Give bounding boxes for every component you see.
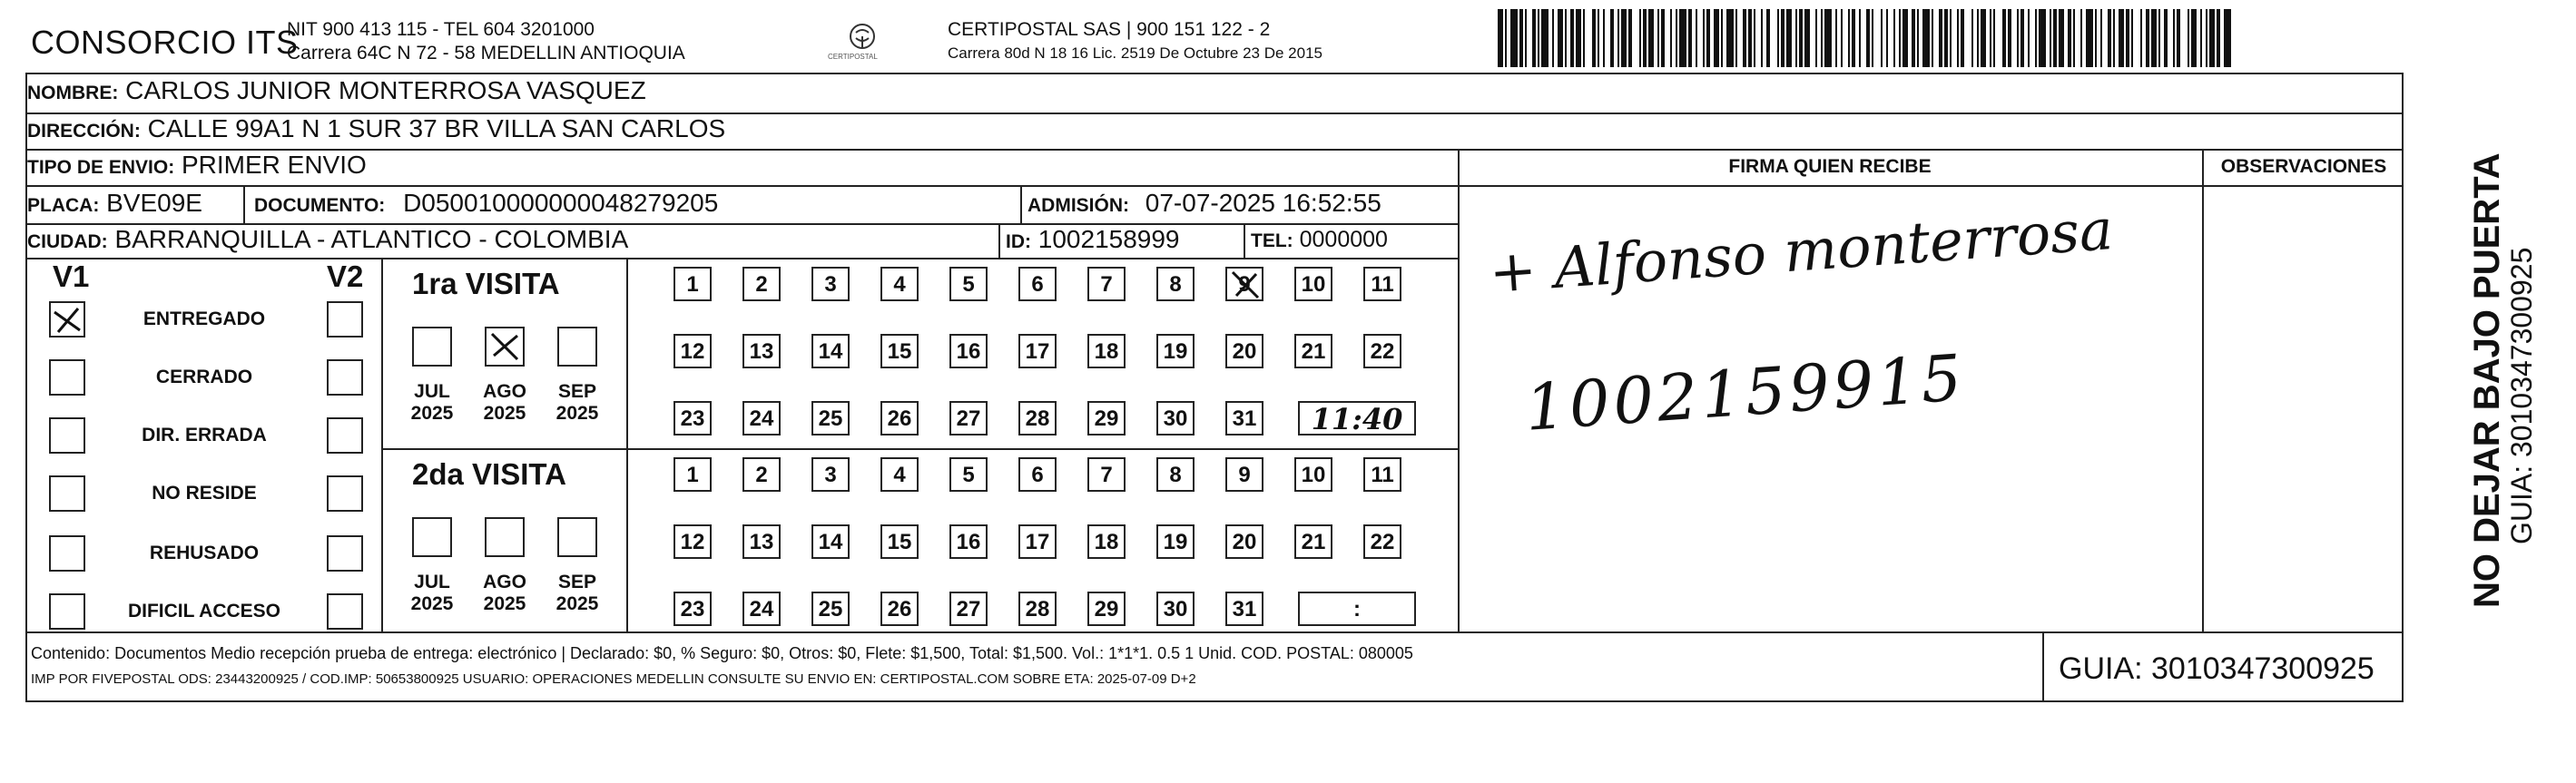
v2-checkbox[interactable] [327, 359, 363, 396]
day-box[interactable]: 14 [811, 524, 850, 559]
v2-checkbox[interactable] [327, 301, 363, 338]
barcode-bar [1961, 9, 1964, 67]
v1-checkbox[interactable] [49, 359, 85, 396]
day-box[interactable]: 5 [949, 267, 988, 301]
month-name: AGO [483, 381, 526, 402]
day-box[interactable]: 21 [1294, 524, 1332, 559]
barcode-bar [1748, 9, 1752, 67]
day-box[interactable]: 17 [1018, 524, 1057, 559]
barcode-bar [1598, 9, 1599, 67]
tipo-label: TIPO DE ENVIO: [27, 157, 175, 178]
barcode-bar [1743, 9, 1746, 67]
barcode-bar [1886, 9, 1888, 67]
nombre-row [27, 76, 646, 105]
month-checkbox[interactable] [557, 517, 597, 557]
day-box[interactable]: 11 [1363, 267, 1401, 301]
day-box[interactable]: 4 [880, 267, 919, 301]
barcode-bar [2059, 9, 2064, 67]
barcode-bar [2035, 9, 2037, 67]
time-box[interactable] [1298, 401, 1416, 436]
barcode-bar [1799, 9, 1803, 67]
second-visit-title: 2da VISITA [412, 457, 566, 491]
day-box[interactable]: 12 [673, 524, 712, 559]
barcode-bar [1766, 9, 1770, 67]
day-box[interactable]: 29 [1087, 401, 1126, 436]
day-number: 9 [1238, 272, 1251, 297]
day-box[interactable]: 20 [1225, 334, 1263, 368]
barcode-bar [1657, 9, 1659, 67]
barcode-bar [1661, 9, 1665, 67]
month-year: 2025 [483, 403, 526, 424]
admision-row [1027, 189, 1381, 218]
day-box[interactable]: 8 [1156, 267, 1195, 301]
barcode-bar [1824, 9, 1832, 67]
barcode-bar [1735, 9, 1737, 67]
first-visit-title: 1ra VISITA [412, 267, 560, 300]
barcode-bar [2206, 9, 2207, 67]
footer-imp: IMP POR FIVEPOSTAL ODS: 23443200925 / COD.IMP: 50653800925 USUARIO: OPERACIONES MEDELLIN CONSULTE SU ENVIO EN: CERTIPOSTAL.COM SOBRE ETA: 2025-07-09 D+2 [31, 671, 1196, 687]
firma-header: FIRMA QUIEN RECIBE [1728, 156, 1932, 177]
month-label [548, 381, 606, 425]
barcode-bar [1498, 9, 1503, 67]
barcode-bar [2188, 9, 2189, 67]
barcode-bar [1835, 9, 1837, 67]
status-label: DIFICIL ACCESO [127, 601, 280, 622]
barcode-bar [1977, 9, 1979, 67]
barcode-bar [1643, 9, 1647, 67]
barcode-bar [2053, 9, 2057, 67]
barcode-bar [2017, 9, 2019, 67]
day-box[interactable]: 2 [742, 267, 781, 301]
day-box[interactable]: 27 [949, 401, 988, 436]
barcode-bar [2080, 9, 2082, 67]
tipo-row [27, 151, 367, 180]
day-box[interactable]: 16 [949, 334, 988, 368]
barcode-bar [1621, 9, 1627, 67]
barcode-bar [1552, 9, 1554, 67]
month-label [476, 381, 534, 425]
day-box[interactable]: 6 [1018, 267, 1057, 301]
barcode-bar [1726, 9, 1734, 67]
barcode-bar [1848, 9, 1850, 67]
day-box[interactable]: 13 [742, 334, 781, 368]
day-box[interactable]: 3 [811, 457, 850, 492]
status-label: CERRADO [155, 367, 253, 387]
barcode-bar [1777, 9, 1779, 67]
month-year: 2025 [556, 403, 599, 424]
id-row [1006, 225, 1180, 254]
address-line: Carrera 64C N 72 - 58 MEDELLIN ANTIOQUIA [287, 43, 685, 64]
barcode-bar [1917, 9, 1919, 67]
barcode-bar [2108, 9, 2111, 67]
day-box[interactable]: 10 [1294, 267, 1332, 301]
barcode-bar [1761, 9, 1763, 67]
placa-label: PLACA: [27, 195, 100, 216]
barcode-bar [2209, 9, 2215, 67]
barcode-bar [1532, 9, 1536, 67]
day-box[interactable]: 18 [1087, 524, 1126, 559]
month-label [476, 572, 534, 615]
barcode-bar [2173, 9, 2175, 67]
day-box[interactable]: 7 [1087, 457, 1126, 492]
barcode-bar [2217, 9, 2220, 67]
barcode-bar [1881, 9, 1883, 67]
barcode-bar [1912, 9, 1915, 67]
barcode-bar [1519, 9, 1523, 67]
day-box[interactable]: 31 [1225, 401, 1263, 436]
barcode-bar [2126, 9, 2129, 67]
v1-checkbox[interactable] [49, 417, 85, 454]
barcode-bar [1610, 9, 1614, 67]
ciudad-value: BARRANQUILLA - ATLANTICO - COLOMBIA [114, 225, 629, 253]
footer-guia: GUIA: 3010347300925 [2059, 651, 2374, 686]
barcode-bar [1576, 9, 1581, 67]
barcode-bar [2039, 9, 2046, 67]
tel-row [1251, 227, 1388, 253]
barcode-bar [1971, 9, 1973, 67]
barcode-bar [1639, 9, 1641, 67]
barcode-bar [1676, 9, 1677, 67]
v1-label: V1 [53, 259, 90, 293]
status-label: DIR. ERRADA [142, 425, 267, 445]
day-box[interactable]: 20 [1225, 524, 1263, 559]
barcode-icon [1498, 9, 2233, 67]
status-label: ENTREGADO [143, 308, 266, 329]
month-year: 2025 [556, 593, 599, 614]
month-label [403, 572, 461, 615]
cert-address: Carrera 80d N 18 16 Lic. 2519 De Octubre 23 De 2015 [948, 44, 1322, 62]
documento-value: D050010000000048279205 [403, 189, 719, 217]
day-box[interactable]: 3 [811, 267, 850, 301]
ciudad-row [27, 225, 628, 254]
day-box[interactable]: 17 [1018, 334, 1057, 368]
barcode-bar [1570, 9, 1574, 67]
logo-caption: CERTIPOSTAL [828, 53, 878, 61]
month-checkbox[interactable] [412, 517, 452, 557]
barcode-bar [1688, 9, 1692, 67]
barcode-bar [1565, 9, 1567, 67]
day-box[interactable]: 24 [742, 401, 781, 436]
barcode-bar [2020, 9, 2024, 67]
barcode-bar [2008, 9, 2011, 67]
time-value: : [1353, 597, 1361, 622]
barcode-bar [1558, 9, 1563, 67]
barcode-bar [1648, 9, 1654, 67]
direccion-value: CALLE 99A1 N 1 SUR 37 BR VILLA SAN CARLOS [147, 114, 726, 142]
nombre-value: CARLOS JUNIOR MONTERROSA VASQUEZ [125, 76, 646, 104]
barcode-bar [2200, 9, 2202, 67]
day-box[interactable]: 7 [1087, 267, 1126, 301]
month-checkbox[interactable] [485, 327, 525, 367]
day-box[interactable]: 28 [1018, 401, 1057, 436]
tel-value: 0000000 [1299, 227, 1388, 252]
barcode-bar [1950, 9, 1952, 67]
documento-label: DOCUMENTO: [254, 195, 386, 216]
month-label [548, 572, 606, 615]
direccion-label: DIRECCIÓN: [27, 121, 141, 142]
day-box[interactable]: 26 [880, 401, 919, 436]
day-box[interactable]: 31 [1225, 592, 1263, 626]
day-box[interactable]: 27 [949, 592, 988, 626]
day-box[interactable]: 5 [949, 457, 988, 492]
barcode-bar [1670, 9, 1672, 67]
day-box[interactable]: 25 [811, 401, 850, 436]
barcode-bar [1696, 9, 1697, 67]
barcode-bar [2050, 9, 2051, 67]
placa-value: BVE09E [106, 189, 202, 217]
barcode-bar [1821, 9, 1823, 67]
month-name: JUL [414, 572, 450, 592]
v1-checkbox[interactable] [49, 593, 85, 630]
barcode-bar [2151, 9, 2157, 67]
day-box[interactable]: 15 [880, 524, 919, 559]
barcode-bar [1541, 9, 1549, 67]
barcode-bar [1932, 9, 1933, 67]
barcode-bar [1538, 9, 1539, 67]
certipostal-logo-icon [842, 20, 882, 56]
month-name: SEP [557, 381, 597, 402]
barcode-bar [1944, 9, 1948, 67]
barcode-bar [2224, 9, 2231, 67]
barcode-bar [1706, 9, 1710, 67]
check-mark-icon [1227, 269, 1263, 301]
barcode-bar [1903, 9, 1908, 67]
v2-checkbox[interactable] [327, 417, 363, 454]
barcode-bar [1841, 9, 1843, 67]
barcode-bar [1981, 9, 1986, 67]
barcode-bar [1505, 9, 1507, 67]
barcode-bar [2095, 9, 2097, 67]
day-box[interactable]: 30 [1156, 592, 1195, 626]
v2-checkbox[interactable] [327, 475, 363, 512]
barcode-bar [2086, 9, 2093, 67]
v1-checkbox[interactable] [49, 535, 85, 572]
barcode-bar [1583, 9, 1585, 67]
check-mark-icon [487, 328, 523, 365]
day-box[interactable]: 6 [1018, 457, 1057, 492]
month-name: AGO [483, 572, 526, 592]
day-box[interactable]: 19 [1156, 334, 1195, 368]
id-value: 1002158999 [1037, 225, 1180, 253]
company-info [287, 18, 685, 65]
documento-row [254, 189, 718, 218]
barcode-bar [2177, 9, 2180, 67]
barcode-bar [2073, 9, 2075, 67]
barcode-bar [1815, 9, 1817, 67]
barcode-bar [1922, 9, 1930, 67]
status-label: NO RESIDE [152, 483, 257, 504]
day-box[interactable]: 21 [1294, 334, 1332, 368]
day-box[interactable]: 9 [1225, 457, 1263, 492]
footer-content: Contenido: Documentos Medio recepción prueba de entrega: electrónico | Declarado: $0, % Seguro: $0, Otros: $0, Flete: $1,500, Total: $1,500. Vol.: 1*1*1. 0.5 1 Unid. COD. POSTAL: 080005 [31, 644, 1413, 662]
barcode-bar [1939, 9, 1942, 67]
barcode-bar [2146, 9, 2149, 67]
day-box[interactable]: 2 [742, 457, 781, 492]
admision-value: 07-07-2025 16:52:55 [1145, 189, 1381, 217]
nombre-label: NOMBRE: [27, 83, 119, 103]
month-checkbox[interactable] [485, 517, 525, 557]
barcode-bar [1592, 9, 1596, 67]
day-box[interactable]: 28 [1018, 592, 1057, 626]
day-box[interactable]: 22 [1363, 334, 1401, 368]
month-label [403, 381, 461, 425]
month-name: SEP [557, 572, 597, 592]
cert-line: CERTIPOSTAL SAS | 900 151 122 - 2 [948, 19, 1271, 40]
barcode-bar [1859, 9, 1861, 67]
barcode-bar [2002, 9, 2006, 67]
ciudad-label: CIUDAD: [27, 231, 108, 252]
month-year: 2025 [410, 403, 454, 424]
month-checkbox[interactable] [557, 327, 597, 367]
v2-label: V2 [327, 259, 364, 293]
day-box[interactable]: 14 [811, 334, 850, 368]
day-box[interactable]: 19 [1156, 524, 1195, 559]
barcode-bar [2131, 9, 2133, 67]
check-mark-icon [51, 303, 84, 336]
barcode-bar [1852, 9, 1855, 67]
placa-row [27, 189, 202, 218]
tel-label: TEL: [1251, 230, 1293, 251]
day-box[interactable]: 25 [811, 592, 850, 626]
barcode-bar [1603, 9, 1605, 67]
day-box[interactable]: 15 [880, 334, 919, 368]
barcode-bar [1866, 9, 1870, 67]
barcode-bar [1721, 9, 1723, 67]
barcode-bar [1679, 9, 1686, 67]
v2-checkbox[interactable] [327, 593, 363, 630]
barcode-bar [1957, 9, 1959, 67]
barcode-bar [1872, 9, 1873, 67]
time-box[interactable] [1298, 592, 1416, 626]
barcode-bar [2164, 9, 2168, 67]
day-box[interactable]: 16 [949, 524, 988, 559]
barcode-bar [1617, 9, 1619, 67]
day-box[interactable]: 23 [673, 401, 712, 436]
barcode-bar [2068, 9, 2071, 67]
nit-line: NIT 900 413 115 - TEL 604 3201000 [287, 19, 595, 40]
brand-name: CONSORCIO ITS [31, 24, 299, 61]
barcode-bar [1628, 9, 1632, 67]
tipo-value: PRIMER ENVIO [181, 151, 367, 179]
id-label: ID: [1006, 231, 1031, 252]
barcode-bar [1525, 9, 1527, 67]
day-box[interactable]: 30 [1156, 401, 1195, 436]
barcode-bar [1510, 9, 1518, 67]
day-box[interactable]: 22 [1363, 524, 1401, 559]
month-checkbox[interactable] [412, 327, 452, 367]
barcode-bar [2158, 9, 2160, 67]
day-box[interactable]: 4 [880, 457, 919, 492]
day-box[interactable]: 29 [1087, 592, 1126, 626]
day-box[interactable]: 10 [1294, 457, 1332, 492]
barcode-bar [1993, 9, 1995, 67]
barcode-bar [2140, 9, 2142, 67]
day-box[interactable]: 13 [742, 524, 781, 559]
time-value: 11:40 [1311, 402, 1403, 436]
day-box[interactable]: 8 [1156, 457, 1195, 492]
certipostal-info [948, 18, 1322, 65]
barcode-bar [1893, 9, 1895, 67]
day-box[interactable] [1225, 267, 1263, 301]
barcode-bar [2100, 9, 2102, 67]
month-name: JUL [414, 381, 450, 402]
side-guia: GUIA: 3010347300925 [2505, 247, 2538, 544]
day-box[interactable]: 1 [673, 457, 712, 492]
v1-checkbox[interactable] [49, 475, 85, 512]
signature-name: + Alfonso monterrosa [1487, 196, 2116, 306]
barcode-bar [1714, 9, 1719, 67]
barcode-bar [2028, 9, 2030, 67]
barcode-bar [1786, 9, 1792, 67]
month-year: 2025 [410, 593, 454, 614]
status-label: REHUSADO [149, 543, 260, 563]
direccion-row [27, 114, 725, 143]
day-box[interactable]: 24 [742, 592, 781, 626]
month-year: 2025 [483, 593, 526, 614]
barcode-bar [1899, 9, 1901, 67]
day-box[interactable]: 12 [673, 334, 712, 368]
admision-label: ADMISIÓN: [1027, 195, 1129, 216]
barcode-bar [2191, 9, 2197, 67]
v2-checkbox[interactable] [327, 535, 363, 572]
side-instruction: NO DEJAR BAJO PUERTA [2467, 152, 2507, 608]
v1-checkbox[interactable] [49, 301, 85, 338]
barcode-bar [1703, 9, 1705, 67]
observaciones-header: OBSERVACIONES [2220, 156, 2387, 177]
day-box[interactable]: 23 [673, 592, 712, 626]
barcode-bar [1804, 9, 1810, 67]
barcode-bar [2113, 9, 2115, 67]
barcode-bar [1754, 9, 1755, 67]
day-box[interactable]: 11 [1363, 457, 1401, 492]
signature-number: 1002159915 [1522, 340, 1968, 445]
day-box[interactable]: 1 [673, 267, 712, 301]
barcode-bar [1990, 9, 1991, 67]
barcode-bar [2119, 9, 2124, 67]
barcode-bar [1795, 9, 1797, 67]
barcode-bar [1781, 9, 1785, 67]
day-box[interactable]: 18 [1087, 334, 1126, 368]
day-box[interactable]: 26 [880, 592, 919, 626]
